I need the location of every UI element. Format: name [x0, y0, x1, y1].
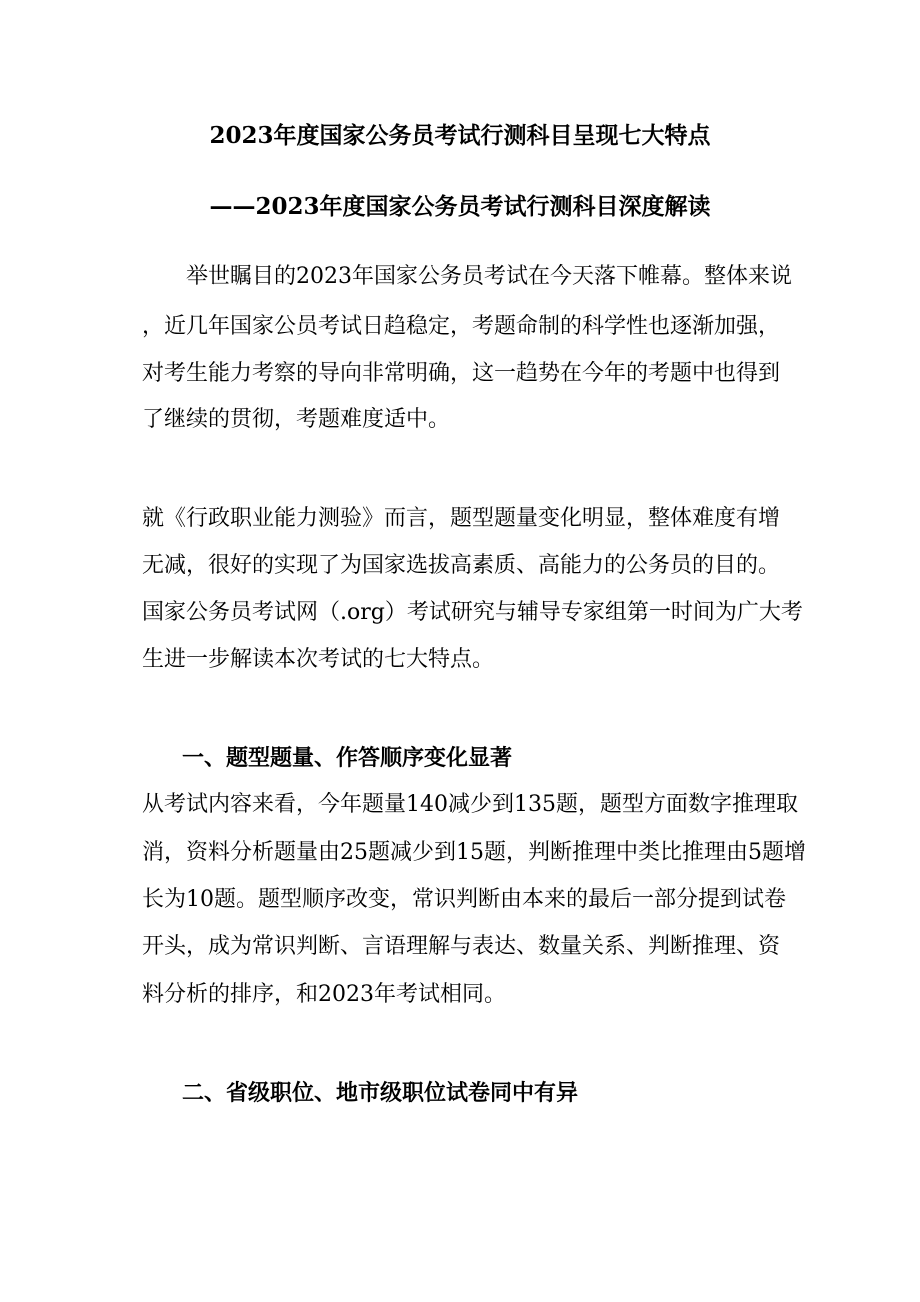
paragraph-line: ，近几年国家公员考试日趋稳定，考题命制的科学性也逐渐加强， — [142, 314, 781, 339]
paragraph-line: 消，资料分析题量由25题减少到15题，判断推理中类比推理由5题增 — [142, 840, 806, 865]
paragraph-line: 长为10题。题型顺序改变，常识判断由本来的最后一部分提到试卷 — [142, 887, 786, 912]
paragraph-line: 生进一步解读本次考试的七大特点。 — [142, 647, 495, 672]
paragraph-line: 从考试内容来看，今年题量140减少到135题，题型方面数字推理取 — [142, 792, 798, 817]
document-subtitle: ——2023年度国家公务员考试行测科目深度解读 — [209, 193, 711, 220]
paragraph-line: 举世瞩目的2023年国家公务员考试在今天落下帷幕。整体来说 — [142, 264, 792, 289]
paragraph-line: 了继续的贯彻，考题难度适中。 — [142, 407, 451, 432]
section-heading: 一、题型题量、作答顺序变化显著 — [182, 745, 513, 771]
paragraph-line: 国家公务员考试网（.org）考试研究与辅导专家组第一时间为广大考 — [142, 600, 803, 625]
paragraph-line: 无减，很好的实现了为国家选拔高素质、高能力的公务员的目的。 — [142, 553, 781, 578]
paragraph-line: 开头，成为常识判断、言语理解与表达、数量关系、判断推理、资 — [142, 934, 781, 959]
paragraph-line: 就《行政职业能力测验》而言，题型题量变化明显，整体难度有增 — [142, 506, 781, 531]
document-title: 2023年度国家公务员考试行测科目呈现七大特点 — [209, 122, 711, 149]
paragraph-line: 对考生能力考察的导向非常明确，这一趋势在今年的考题中也得到 — [142, 361, 781, 386]
paragraph-line: 料分析的排序，和2023年考试相同。 — [142, 982, 506, 1007]
section-heading: 二、省级职位、地市级职位试卷同中有异 — [182, 1080, 579, 1106]
